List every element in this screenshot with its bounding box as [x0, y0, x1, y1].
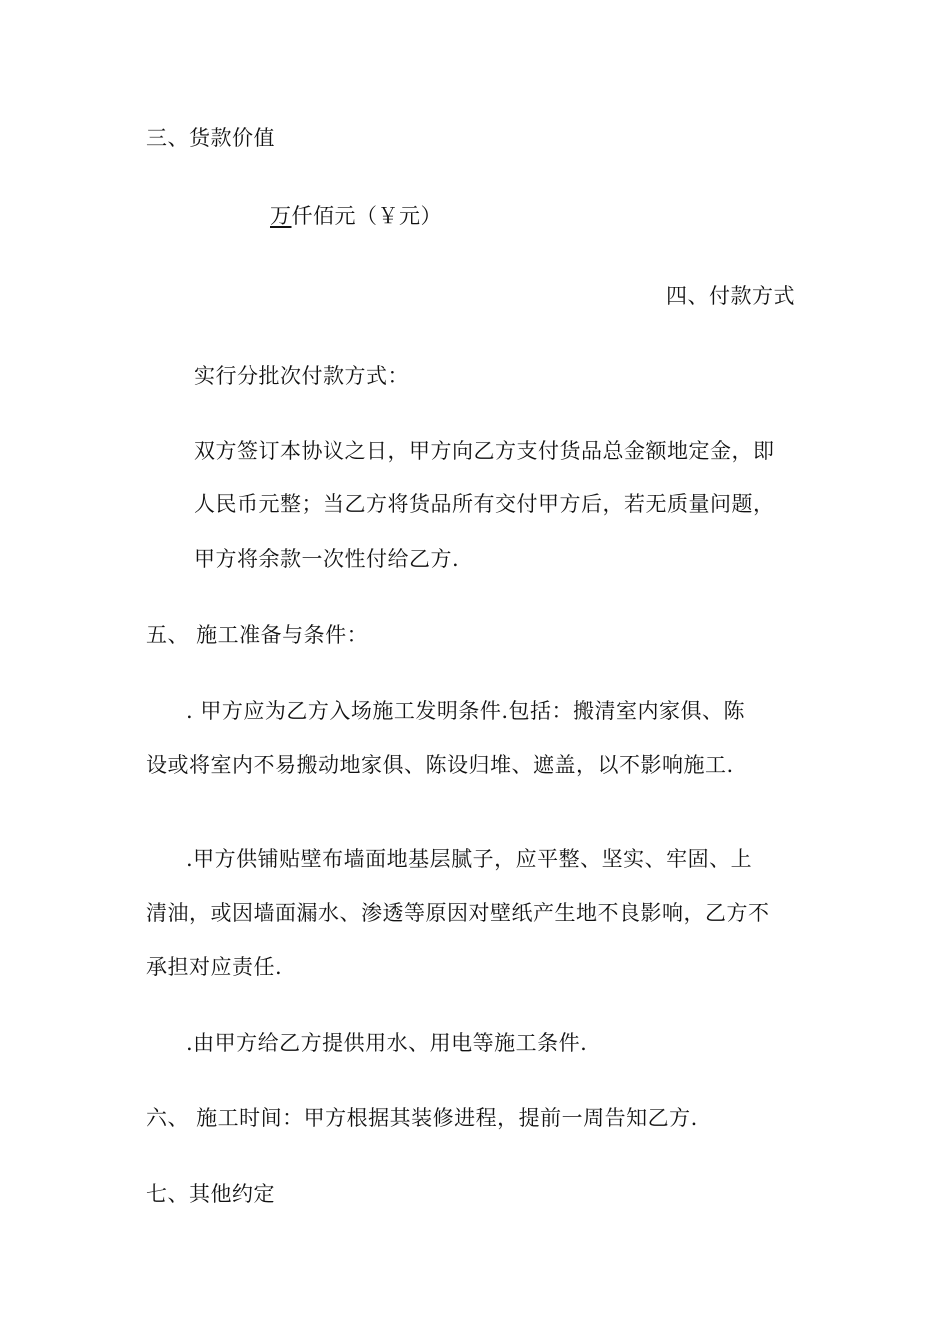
prep-item-2-line-3-text: 承担对应责任.	[146, 955, 283, 979]
section-3-heading: 三、货款价值	[146, 126, 275, 150]
section-5-heading: 五、 施工准备与条件：	[146, 623, 369, 647]
amount-line	[270, 202, 442, 230]
payment-para-line-3-text: 甲方将余款一次性付给乙方.	[194, 547, 460, 571]
payment-para-line-2: 人民币元整；当乙方将货品所有交付甲方后，若无质量问题，	[194, 492, 775, 516]
section-7-heading: 七、其他约定	[146, 1182, 275, 1206]
prep-item-1-line-1: . 甲方应为乙方入场施工发明条件.包括：搬清室内家俱、陈	[186, 699, 746, 723]
payment-para-line-3	[194, 545, 459, 573]
amount-prefix: 万	[270, 204, 292, 228]
amount-rest: 仟佰元（￥元）	[291, 204, 442, 228]
prep-item-2-line-1: .甲方供铺贴壁布墙面地基层腻子，应平整、坚实、牢固、上	[186, 847, 753, 871]
prep-item-2-line-3	[146, 953, 282, 981]
payment-intro: 实行分批次付款方式：	[194, 364, 409, 388]
prep-item-2-line-2: 清油，或因墙面漏水、渗透等原因对壁纸产生地不良影响，乙方不	[146, 901, 770, 925]
payment-para-line-1: 双方签订本协议之日，甲方向乙方支付货品总金额地定金，即	[194, 439, 775, 463]
section-6-text: 六、 施工时间：甲方根据其装修进程，提前一周告知乙方.	[146, 1106, 698, 1130]
prep-item-1-line-2: 设或将室内不易搬动地家俱、陈设归堆、遮盖，以不影响施工.	[146, 753, 734, 777]
section-4-heading: 四、付款方式	[666, 284, 795, 308]
prep-item-3: .由甲方给乙方提供用水、用电等施工条件.	[186, 1031, 588, 1055]
